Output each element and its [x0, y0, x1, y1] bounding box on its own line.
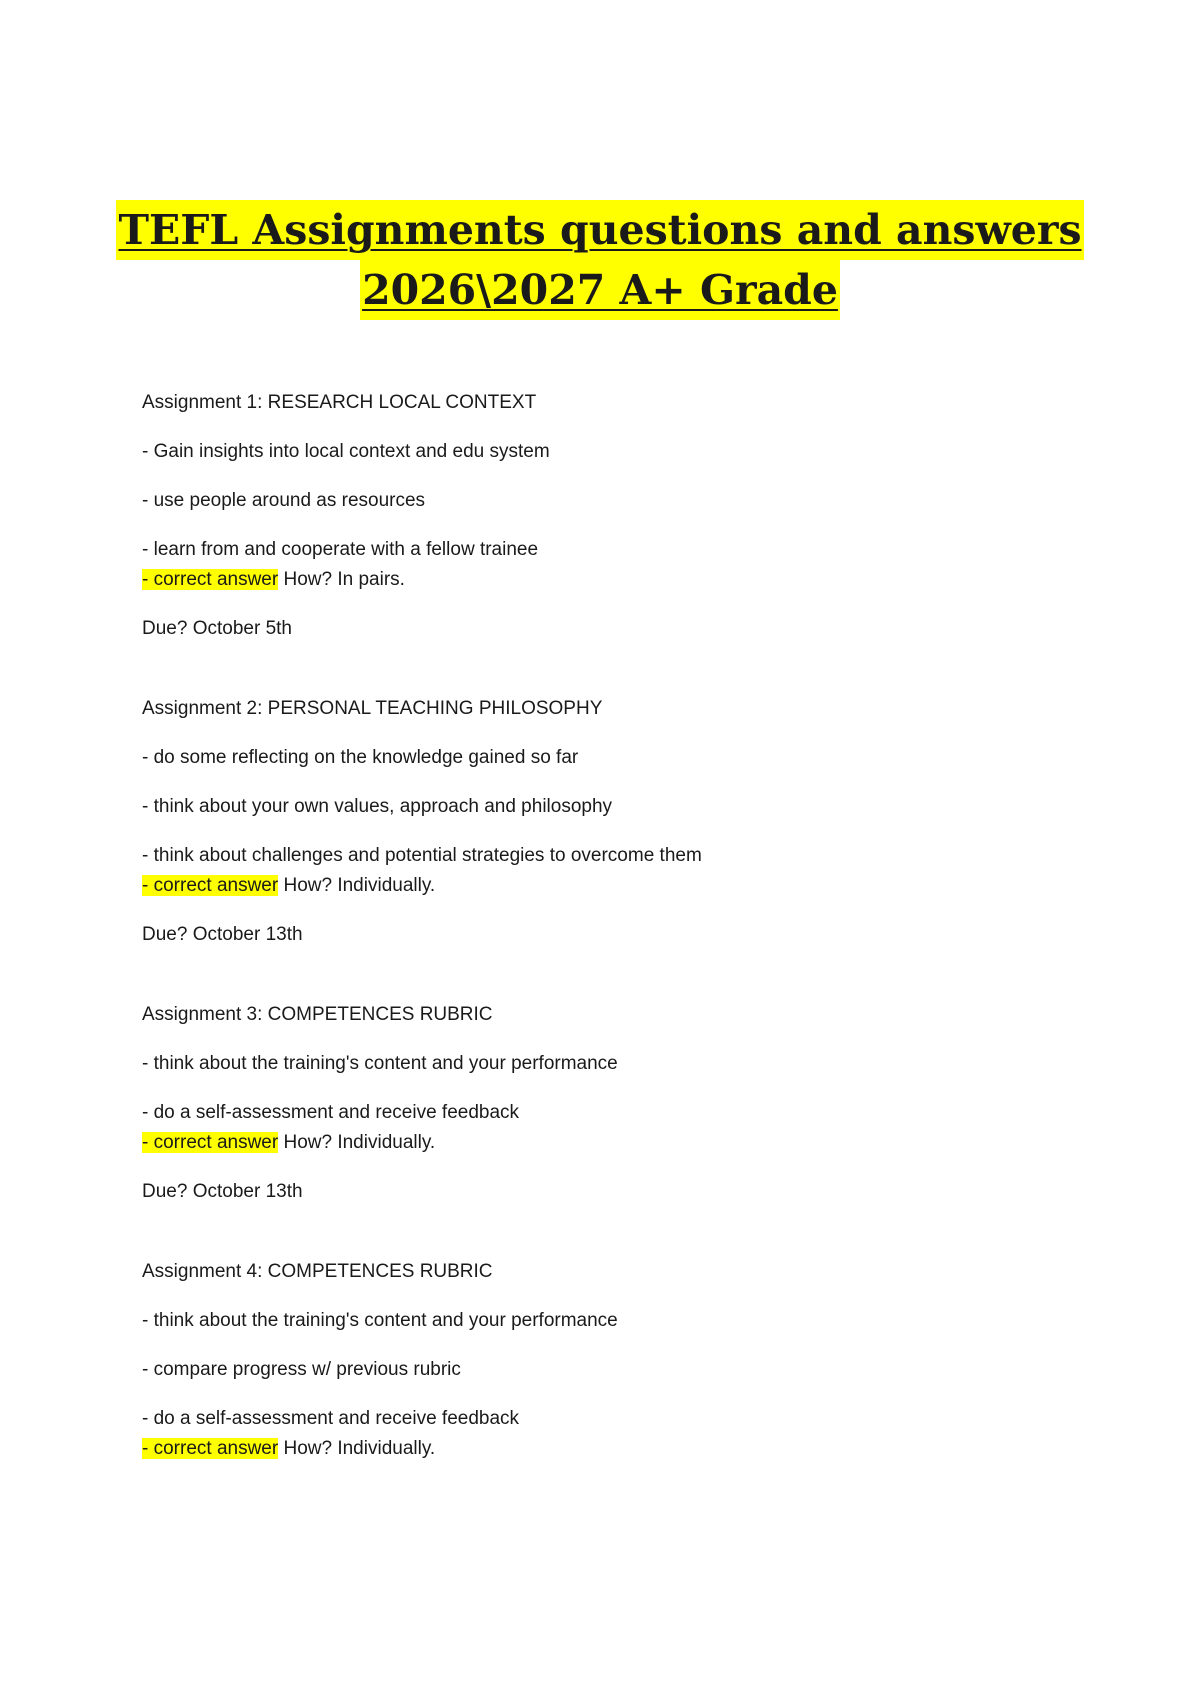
assignment-heading: Assignment 3: COMPETENCES RUBRIC [142, 1004, 493, 1025]
answer-line [142, 565, 1092, 595]
assignment-item: - do a self-assessment and receive feedback [142, 1408, 520, 1429]
title-line-1: TEFL Assignments questions and answers [116, 200, 1083, 260]
assignment-heading: Assignment 2: PERSONAL TEACHING PHILOSOPHY [142, 698, 603, 719]
assignment-item: - do a self-assessment and receive feedback [142, 1102, 520, 1123]
answer-line [142, 871, 1092, 901]
assignment-heading: Assignment 1: RESEARCH LOCAL CONTEXT [142, 392, 537, 413]
document-title [0, 200, 1200, 320]
assignment-item: - Gain insights into local context and edu system [142, 441, 550, 462]
answer-text: How? Individually. [278, 875, 436, 896]
due-date: Due? October 5th [142, 618, 292, 639]
correct-answer-label: - correct answer [142, 1132, 279, 1153]
assignment-1 [142, 388, 1092, 644]
assignment-item: - learn from and cooperate with a fellow trainee [142, 539, 539, 560]
assignment-item: - think about challenges and potential strategies to overcome them [142, 845, 702, 866]
assignment-item: - think about the training's content and your performance [142, 1053, 618, 1074]
correct-answer-label: - correct answer [142, 1438, 279, 1459]
assignment-item: - think about your own values, approach and philosophy [142, 796, 613, 817]
assignment-item: - do some reflecting on the knowledge gained so far [142, 747, 579, 768]
title-line-2: 2026\2027 A+ Grade [360, 260, 840, 320]
answer-text: How? In pairs. [278, 569, 405, 590]
due-date: Due? October 13th [142, 1181, 303, 1202]
assignments-list [142, 388, 1092, 1514]
assignment-4 [142, 1257, 1092, 1464]
correct-answer-label: - correct answer [142, 569, 279, 590]
due-date: Due? October 13th [142, 924, 303, 945]
answer-line [142, 1434, 1092, 1464]
answer-text: How? Individually. [278, 1132, 436, 1153]
answer-line [142, 1128, 1092, 1158]
correct-answer-label: - correct answer [142, 875, 279, 896]
assignment-item: - compare progress w/ previous rubric [142, 1359, 461, 1380]
assignment-2 [142, 694, 1092, 950]
answer-text: How? Individually. [278, 1438, 436, 1459]
assignment-3 [142, 1000, 1092, 1207]
assignment-heading: Assignment 4: COMPETENCES RUBRIC [142, 1261, 493, 1282]
assignment-item: - use people around as resources [142, 490, 426, 511]
assignment-item: - think about the training's content and your performance [142, 1310, 618, 1331]
